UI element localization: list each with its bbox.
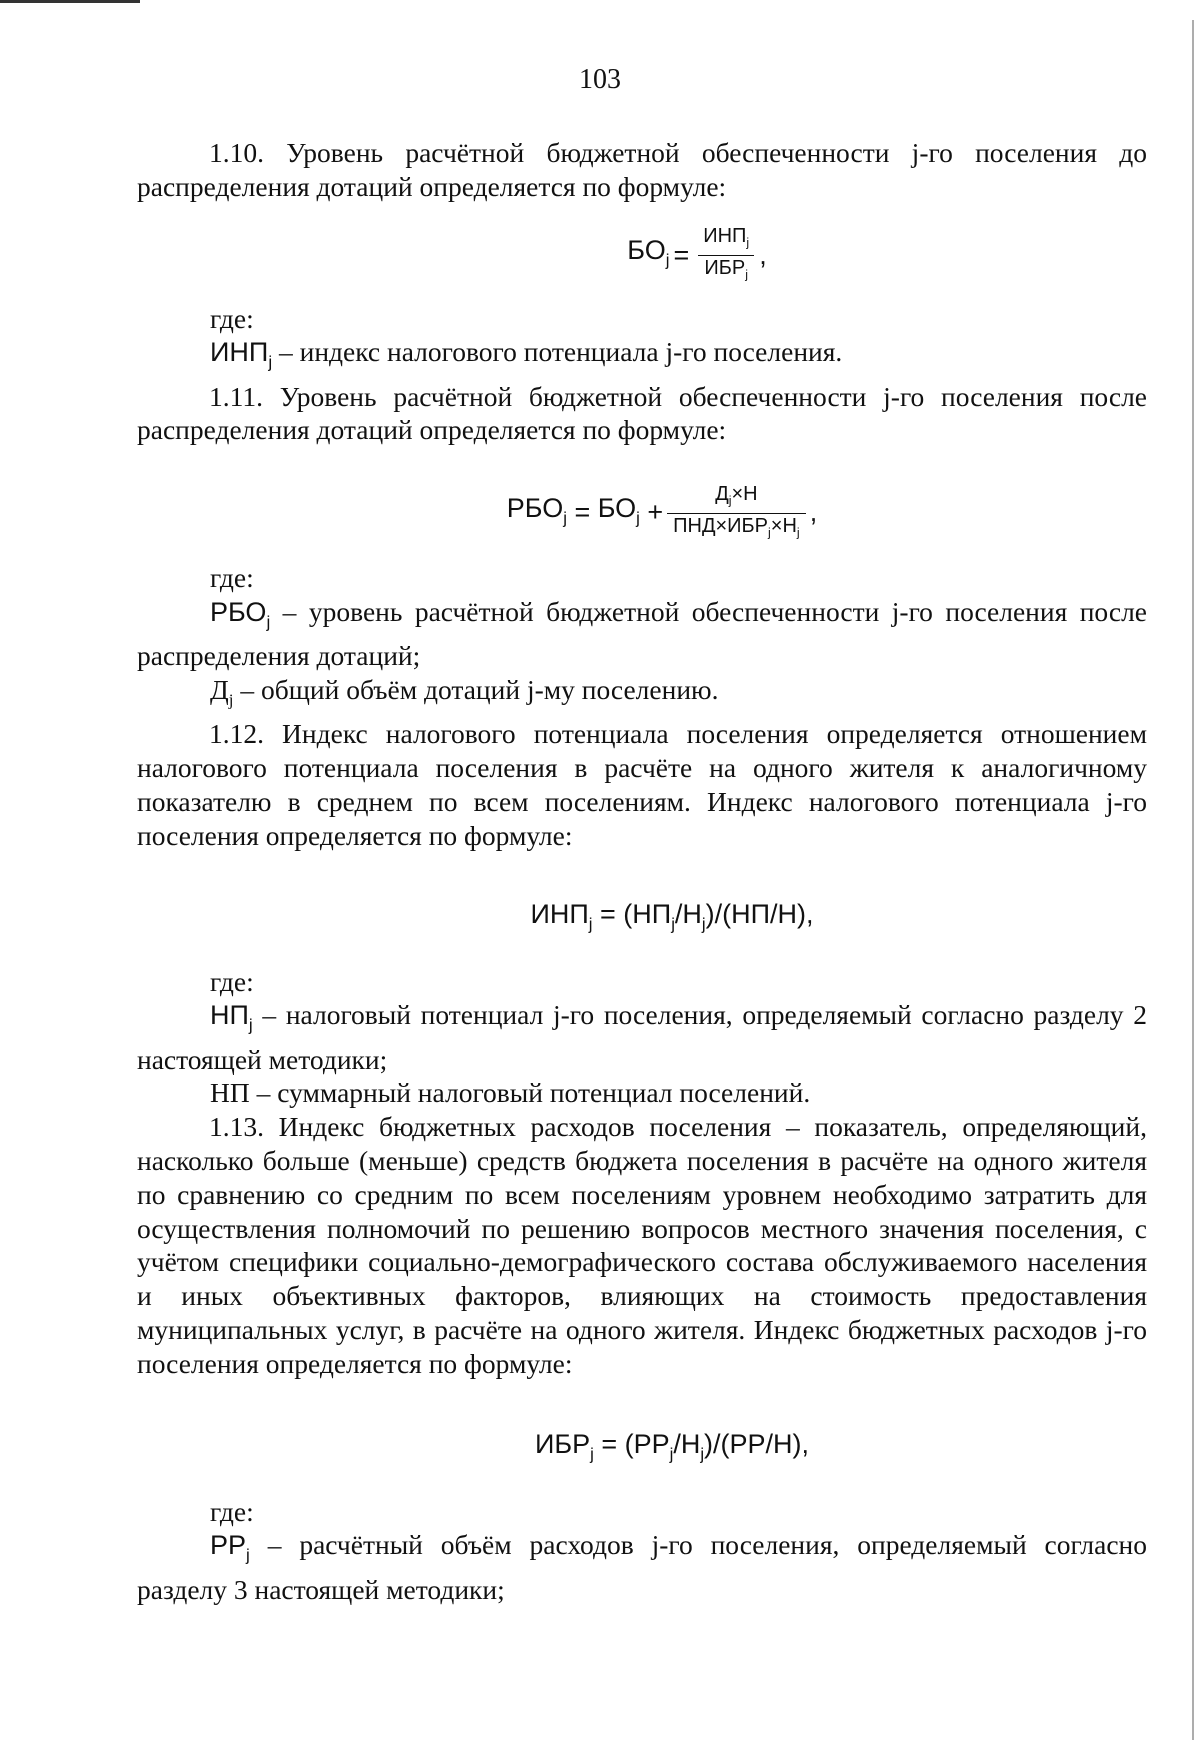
formula-fraction: [667, 483, 806, 543]
where-label: где:: [210, 562, 254, 594]
where-label: где:: [210, 1495, 254, 1527]
scan-edge: [1192, 20, 1194, 1740]
paragraph-1-13: 1.13. Индекс бюджетных расходов поселения – показатель, определяющий, насколько больше (меньше) средств бюджета поселения в расчёте на одного жителя по сравнению со средним по всем поселениям уровнем необходимо затратить для осуществления полномочий по решению вопросов местного значения поселения, с учётом специфики социально-демографического состава обслуживаемого населения и иных объективных факторов, влияющих на стоимость предоставления муниципальных услуг, в расчёте на одного жителя. Индекс бюджетных расходов j-го поселения определяется по формуле:: [137, 1111, 1147, 1379]
formula-expression: $ИНП_j = (НП_j/Н_j)/(НП/Н)$,: [530, 898, 814, 934]
formula-eq: =: [566, 497, 598, 528]
fraction-numerator: $ИНП_j$: [703, 225, 750, 251]
formula-lhs: $БО_j$: [627, 235, 670, 270]
definition-rbo: $РБО_j$ – уровень расчётной бюджетной обеспеченности j-го поселения после распределения дотаций;: [137, 596, 1147, 672]
formula-term: $БО_j$: [597, 492, 640, 528]
formula-plus: +: [639, 497, 664, 528]
definition-rr: $РР_j$ – расчётный объём расходов j-го поселения, определяемый согласно разделу 3 настоящей методики;: [137, 1529, 1147, 1605]
formula-bo: [247, 210, 1147, 302]
fraction-denominator: $ИБР_j$: [698, 255, 754, 286]
formula-rbo: [177, 465, 1147, 561]
formula-ibr: [197, 1405, 1147, 1495]
definition-np-j: $НП_j$ – налоговый потенциал j-го поселения, определяемый согласно разделу 2 настоящей методики;: [137, 999, 1147, 1075]
where-label: где:: [210, 965, 254, 997]
fraction-denominator: $ПНД\times ИБР_j\times Н_j$: [667, 513, 806, 544]
paragraph-1-10: 1.10. Уровень расчётной бюджетной обеспеченности j-го поселения до распределения дотаций определяется по формуле:: [137, 137, 1147, 202]
definition-np: НП – суммарный налоговый потенциал поселений.: [210, 1077, 811, 1109]
definition-d: $Д_j$ – общий объём дотаций j-му поселению.: [210, 674, 719, 710]
formula-fraction: [697, 225, 755, 285]
formula-lhs: $РБО_j$: [506, 492, 567, 528]
top-rule: [0, 0, 140, 3]
document-body: [137, 136, 1147, 1606]
formula-tail: ,: [809, 497, 818, 528]
page-number: 103: [579, 64, 621, 95]
formula-inp: [197, 875, 1147, 965]
formula-eq: =: [673, 239, 690, 270]
where-label: где:: [210, 302, 254, 334]
formula-expression: $ИБР_j = (РР_j/Н_j)/(РР/Н)$,: [534, 1429, 810, 1464]
formula-tail: ,: [759, 239, 767, 270]
definition-inp: $ИНП_j$ – индекс налогового потенциала j-го поселения.: [210, 336, 843, 372]
paragraph-1-11: 1.11. Уровень расчётной бюджетной обеспеченности j-го поселения после распределения дотаций определяется по формуле:: [137, 380, 1147, 446]
fraction-numerator: $Д_j\times Н$: [715, 483, 758, 508]
paragraph-1-12: 1.12. Индекс налогового потенциала поселения определяется отношением налогового потенциала поселения в расчёте на одного жителя к аналогичному показателю в среднем по всем поселениям. Индекс налогового потенциала j-го поселения определяется по формуле:: [137, 718, 1147, 851]
